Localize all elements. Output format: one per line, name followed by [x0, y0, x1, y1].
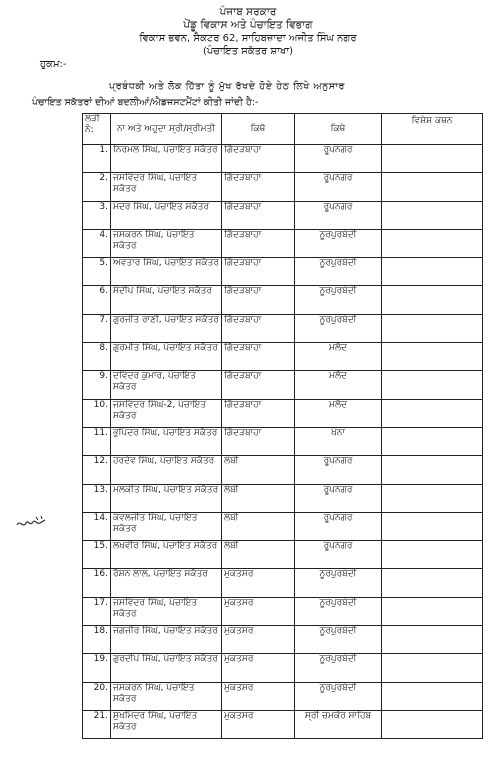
row-serial-no: 9. — [83, 371, 111, 399]
row-to-location: ਨੂਰਪੁਰਬੇਦੀ — [295, 314, 382, 342]
row-name-designation: ਜਗਜੀਰ ਸਿੰਘ, ਪੰਚਾਇਤ ਸਕੱਤਰ — [111, 626, 222, 654]
row-serial-no: 21. — [83, 710, 111, 738]
row-to-location: ਨੂਰਪੁਰਬੇਦੀ — [295, 626, 382, 654]
row-serial-no: 3. — [83, 201, 111, 229]
row-name-designation: ਰੋਸ਼ਨ ਲਾਲ, ਪੰਚਾਇਤ ਸਕੱਤਰ — [111, 569, 222, 597]
table-row — [83, 456, 483, 484]
row-remarks — [382, 173, 483, 201]
header-to: ਕਿਥੇ — [295, 114, 382, 145]
row-name-designation: ਜਸਕਰਨ ਸਿੰਘ, ਪੰਚਾਇਤ ਸਕੱਤਰ — [111, 229, 222, 257]
row-name-designation: ਜਸਵਿੰਦਰ ਸਿੰਘ-2, ਪੰਚਾਇਤ ਸਕੱਤਰ — [111, 399, 222, 427]
row-name-designation: ਗੁਰਦੀਪ ਸਿੰਘ, ਪੰਚਾਇਤ ਸਕੱਤਰ — [111, 654, 222, 682]
table-row — [83, 229, 483, 257]
row-remarks — [382, 456, 483, 484]
table-row — [83, 258, 483, 286]
order-label: ਹੁਕਮ:- — [40, 59, 67, 70]
row-serial-no: 6. — [83, 286, 111, 314]
row-to-location: ਮਲੋਦ — [295, 371, 382, 399]
row-to-location: ਖੰਨਾ — [295, 427, 382, 455]
table-row — [83, 710, 483, 738]
row-serial-no: 20. — [83, 682, 111, 710]
row-remarks — [382, 314, 483, 342]
row-to-location: ਨੂਰਪੁਰਬੇਦੀ — [295, 258, 382, 286]
header-branch: (ਪੰਚਾਇਤ ਸਕੱਤਰ ਸ਼ਾਖਾ) — [202, 46, 294, 57]
table-row — [83, 626, 483, 654]
row-remarks — [382, 710, 483, 738]
table-row — [83, 314, 483, 342]
row-from-location: ਗਿੱਦੜਬਾਹਾ — [222, 229, 295, 257]
row-name-designation: ਨਿਰਮਲ ਸਿੰਘ, ਪੰਚਾਇਤ ਸਕੱਤਰ — [111, 145, 222, 173]
row-remarks — [382, 597, 483, 625]
row-serial-no: 15. — [83, 541, 111, 569]
row-remarks — [382, 286, 483, 314]
row-name-designation: ਕੰਵਲਜੀਤ ਸਿੰਘ, ਪੰਚਾਇਤ ਸਕੱਤਰ — [111, 512, 222, 540]
row-from-location: ਮੁਕਤਸਰ — [222, 710, 295, 738]
header-name-designation: ਨਾ ਅਤੇ ਅਹੁਦਾ ਸ੍ਰੀ/ਸ੍ਰੀਮਤੀ — [111, 114, 222, 145]
row-from-location: ਮੁਕਤਸਰ — [222, 626, 295, 654]
row-to-location: ਨੂਰਪੁਰਬੇਦੀ — [295, 654, 382, 682]
row-to-location: ਨੂਰਪੁਰਬੇਦੀ — [295, 597, 382, 625]
row-from-location: ਗਿੱਦੜਬਾਹਾ — [222, 145, 295, 173]
header-address: ਵਿਕਾਸ ਭਵਨ, ਸੈਕਟਰ 62, ਸਾਹਿਬਜ਼ਾਦਾ ਅਜੀਤ ਸਿੰਘ ਨਗਰ — [139, 33, 357, 44]
row-from-location: ਮੁਕਤਸਰ — [222, 597, 295, 625]
transfer-table — [82, 113, 483, 739]
row-to-location: ਸ੍ਰੀ ਚਮਕੌਰ ਸਾਹਿਬ — [295, 710, 382, 738]
row-serial-no: 19. — [83, 654, 111, 682]
header-from: ਕਿਥੋ — [222, 114, 295, 145]
table-row — [83, 654, 483, 682]
row-remarks — [382, 229, 483, 257]
row-remarks — [382, 654, 483, 682]
row-from-location: ਗਿੱਦੜਬਾਹਾ — [222, 371, 295, 399]
row-from-location: ਗਿੱਦੜਬਾਹਾ — [222, 286, 295, 314]
table-row — [83, 371, 483, 399]
row-remarks — [382, 201, 483, 229]
row-remarks — [382, 484, 483, 512]
header-remarks: ਵਿਸ਼ੇਸ਼ ਕਥਨ — [382, 114, 483, 145]
row-name-designation: ਗੁਰਜੀਤ ਰਾਣੀ, ਪੰਚਾਇਤ ਸਕੱਤਰ — [111, 314, 222, 342]
row-remarks — [382, 626, 483, 654]
row-to-location: ਮਲੋਦ — [295, 343, 382, 371]
row-from-location: ਗਿੱਦੜਬਾਹਾ — [222, 314, 295, 342]
row-to-location: ਨੂਰਪੁਰਬੇਦੀ — [295, 229, 382, 257]
row-from-location: ਗਿੱਦੜਬਾਹਾ — [222, 258, 295, 286]
table-header-row — [83, 114, 483, 145]
row-from-location: ਮੁਕਤਸਰ — [222, 654, 295, 682]
table-row — [83, 541, 483, 569]
row-serial-no: 16. — [83, 569, 111, 597]
row-to-location: ਰੂਪਨਗਰ — [295, 541, 382, 569]
table-row — [83, 399, 483, 427]
row-remarks — [382, 371, 483, 399]
table-row — [83, 512, 483, 540]
row-serial-no: 8. — [83, 343, 111, 371]
table-row — [83, 682, 483, 710]
row-from-location: ਮੁਕਤਸਰ — [222, 569, 295, 597]
row-name-designation: ਜਸਵਿੰਦਰ ਸਿੰਘ, ਪੰਚਾਇਤ ਸਕੱਤਰ — [111, 597, 222, 625]
row-name-designation: ਮੰਦਰ ਸਿੰਘ, ਪੰਚਾਇਤ ਸਕੱਤਰ — [111, 201, 222, 229]
table-row — [83, 286, 483, 314]
row-serial-no: 12. — [83, 456, 111, 484]
row-from-location: ਮੁਕਤਸਰ — [222, 682, 295, 710]
row-from-location: ਗਿੱਦੜਬਾਹਾ — [222, 427, 295, 455]
table-row — [83, 145, 483, 173]
table-row — [83, 484, 483, 512]
row-name-designation: ਗੁਰਮੀਤ ਸਿੰਘ, ਪੰਚਾਇਤ ਸਕੱਤਰ — [111, 343, 222, 371]
row-serial-no: 17. — [83, 597, 111, 625]
table-row — [83, 343, 483, 371]
row-remarks — [382, 343, 483, 371]
header-serial-no: ਲੜੀ ਨੰ: — [83, 114, 111, 145]
row-remarks — [382, 145, 483, 173]
row-to-location: ਨੂਰਪੁਰਬੇਦੀ — [295, 569, 382, 597]
row-serial-no: 4. — [83, 229, 111, 257]
intro-line-1: ਪ੍ਰਬੰਧਕੀ ਅਤੇ ਲੋਕ ਹਿੱਤਾ ਨੂੰ ਮੁੱਖ ਰੱਖਦੇ ਹੋਏ ਹੇਠ ਲਿਖੇ ਅਨੁਸਾਰ — [109, 81, 345, 92]
table-row — [83, 201, 483, 229]
row-name-designation: ਜਸਵਿੰਦਰ ਸਿੰਘ, ਪੰਚਾਇਤ ਸਕੱਤਰ — [111, 173, 222, 201]
row-to-location: ਰੂਪਨਗਰ — [295, 201, 382, 229]
row-to-location: ਰੂਪਨਗਰ — [295, 484, 382, 512]
row-serial-no: 11. — [83, 427, 111, 455]
row-from-location: ਲੰਬੀ — [222, 541, 295, 569]
row-name-designation: ਭੁਪਿੰਦਰ ਸਿੰਘ, ਪੰਚਾਇਤ ਸਕੱਤਰ — [111, 427, 222, 455]
row-to-location: ਰੂਪਨਗਰ — [295, 456, 382, 484]
table-row — [83, 427, 483, 455]
row-remarks — [382, 569, 483, 597]
row-serial-no: 5. — [83, 258, 111, 286]
row-to-location: ਨੂਰਪੁਰਬੇਦੀ — [295, 682, 382, 710]
table-row — [83, 173, 483, 201]
row-serial-no: 1. — [83, 145, 111, 173]
row-remarks — [382, 399, 483, 427]
header-department: ਪੇਂਡੂ ਵਿਕਾਸ ਅਤੇ ਪੰਚਾਇਤ ਵਿਭਾਗ — [183, 19, 313, 31]
row-to-location: ਰੂਪਨਗਰ — [295, 512, 382, 540]
row-from-location: ਲੰਬੀ — [222, 512, 295, 540]
row-from-location: ਲੰਬੀ — [222, 484, 295, 512]
row-name-designation: ਸੰਦੀਪ ਸਿੰਘ, ਪੰਚਾਇਤ ਸਕੱਤਰ — [111, 286, 222, 314]
row-name-designation: ਲਖਵੀਰ ਸਿੰਘ, ਪੰਚਾਇਤ ਸਕੱਤਰ — [111, 541, 222, 569]
row-from-location: ਗਿੱਦੜਬਾਹਾ — [222, 399, 295, 427]
row-serial-no: 14. — [83, 512, 111, 540]
row-from-location: ਲੰਬੀ — [222, 456, 295, 484]
row-serial-no: 10. — [83, 399, 111, 427]
row-to-location: ਨੂਰਪੁਰਬੇਦੀ — [295, 286, 382, 314]
row-serial-no: 13. — [83, 484, 111, 512]
intro-line-2: ਪੰਚਾਇਤ ਸਕੱਤਰਾਂ ਦੀਆਂ ਬਦਲੀਆਂ/ਐਡਜਸਟਮੈਂਟਾਂ ਕੀਤੀ ਜਾਂਦੀ ਹੈ:- — [32, 97, 259, 108]
row-to-location: ਰੂਪਨਗਰ — [295, 145, 382, 173]
table-row — [83, 597, 483, 625]
row-remarks — [382, 258, 483, 286]
row-name-designation: ਮਲਕੀਤ ਸਿੰਘ, ਪੰਚਾਇਤ ਸਕੱਤਰ — [111, 484, 222, 512]
row-remarks — [382, 512, 483, 540]
row-remarks — [382, 427, 483, 455]
row-serial-no: 7. — [83, 314, 111, 342]
row-from-location: ਗਿੱਦੜਬਾਹਾ — [222, 343, 295, 371]
row-name-designation: ਦਵਿੰਦਰ ਕੁਮਾਰ, ਪੰਚਾਇਤ ਸਕੱਤਰ — [111, 371, 222, 399]
row-serial-no: 18. — [83, 626, 111, 654]
row-remarks — [382, 541, 483, 569]
row-to-location: ਰੂਪਨਗਰ — [295, 173, 382, 201]
row-remarks — [382, 682, 483, 710]
row-from-location: ਗਿੱਦੜਬਾਹਾ — [222, 173, 295, 201]
signature-mark — [14, 511, 48, 533]
row-name-designation: ਜਸਕਰਨ ਸਿੰਘ, ਪੰਚਾਇਤ ਸਕੱਤਰ — [111, 682, 222, 710]
row-name-designation: ਹਰਦੇਵ ਸਿੰਘ, ਪੰਚਾਇਤ ਸਕੱਤਰ — [111, 456, 222, 484]
row-name-designation: ਸੁਖਮਿੰਦਰ ਸਿੰਘ, ਪੰਚਾਇਤ ਸਕੱਤਰ — [111, 710, 222, 738]
row-serial-no: 2. — [83, 173, 111, 201]
table-row — [83, 569, 483, 597]
row-name-designation: ਅਵਤਾਰ ਸਿੰਘ, ਪੰਚਾਇਤ ਸਕੱਤਰ — [111, 258, 222, 286]
row-to-location: ਮਲੋਦ — [295, 399, 382, 427]
header-government: ਪੰਜਾਬ ਸਰਕਾਰ — [219, 6, 277, 18]
row-from-location: ਗਿੱਦੜਬਾਹਾ — [222, 201, 295, 229]
